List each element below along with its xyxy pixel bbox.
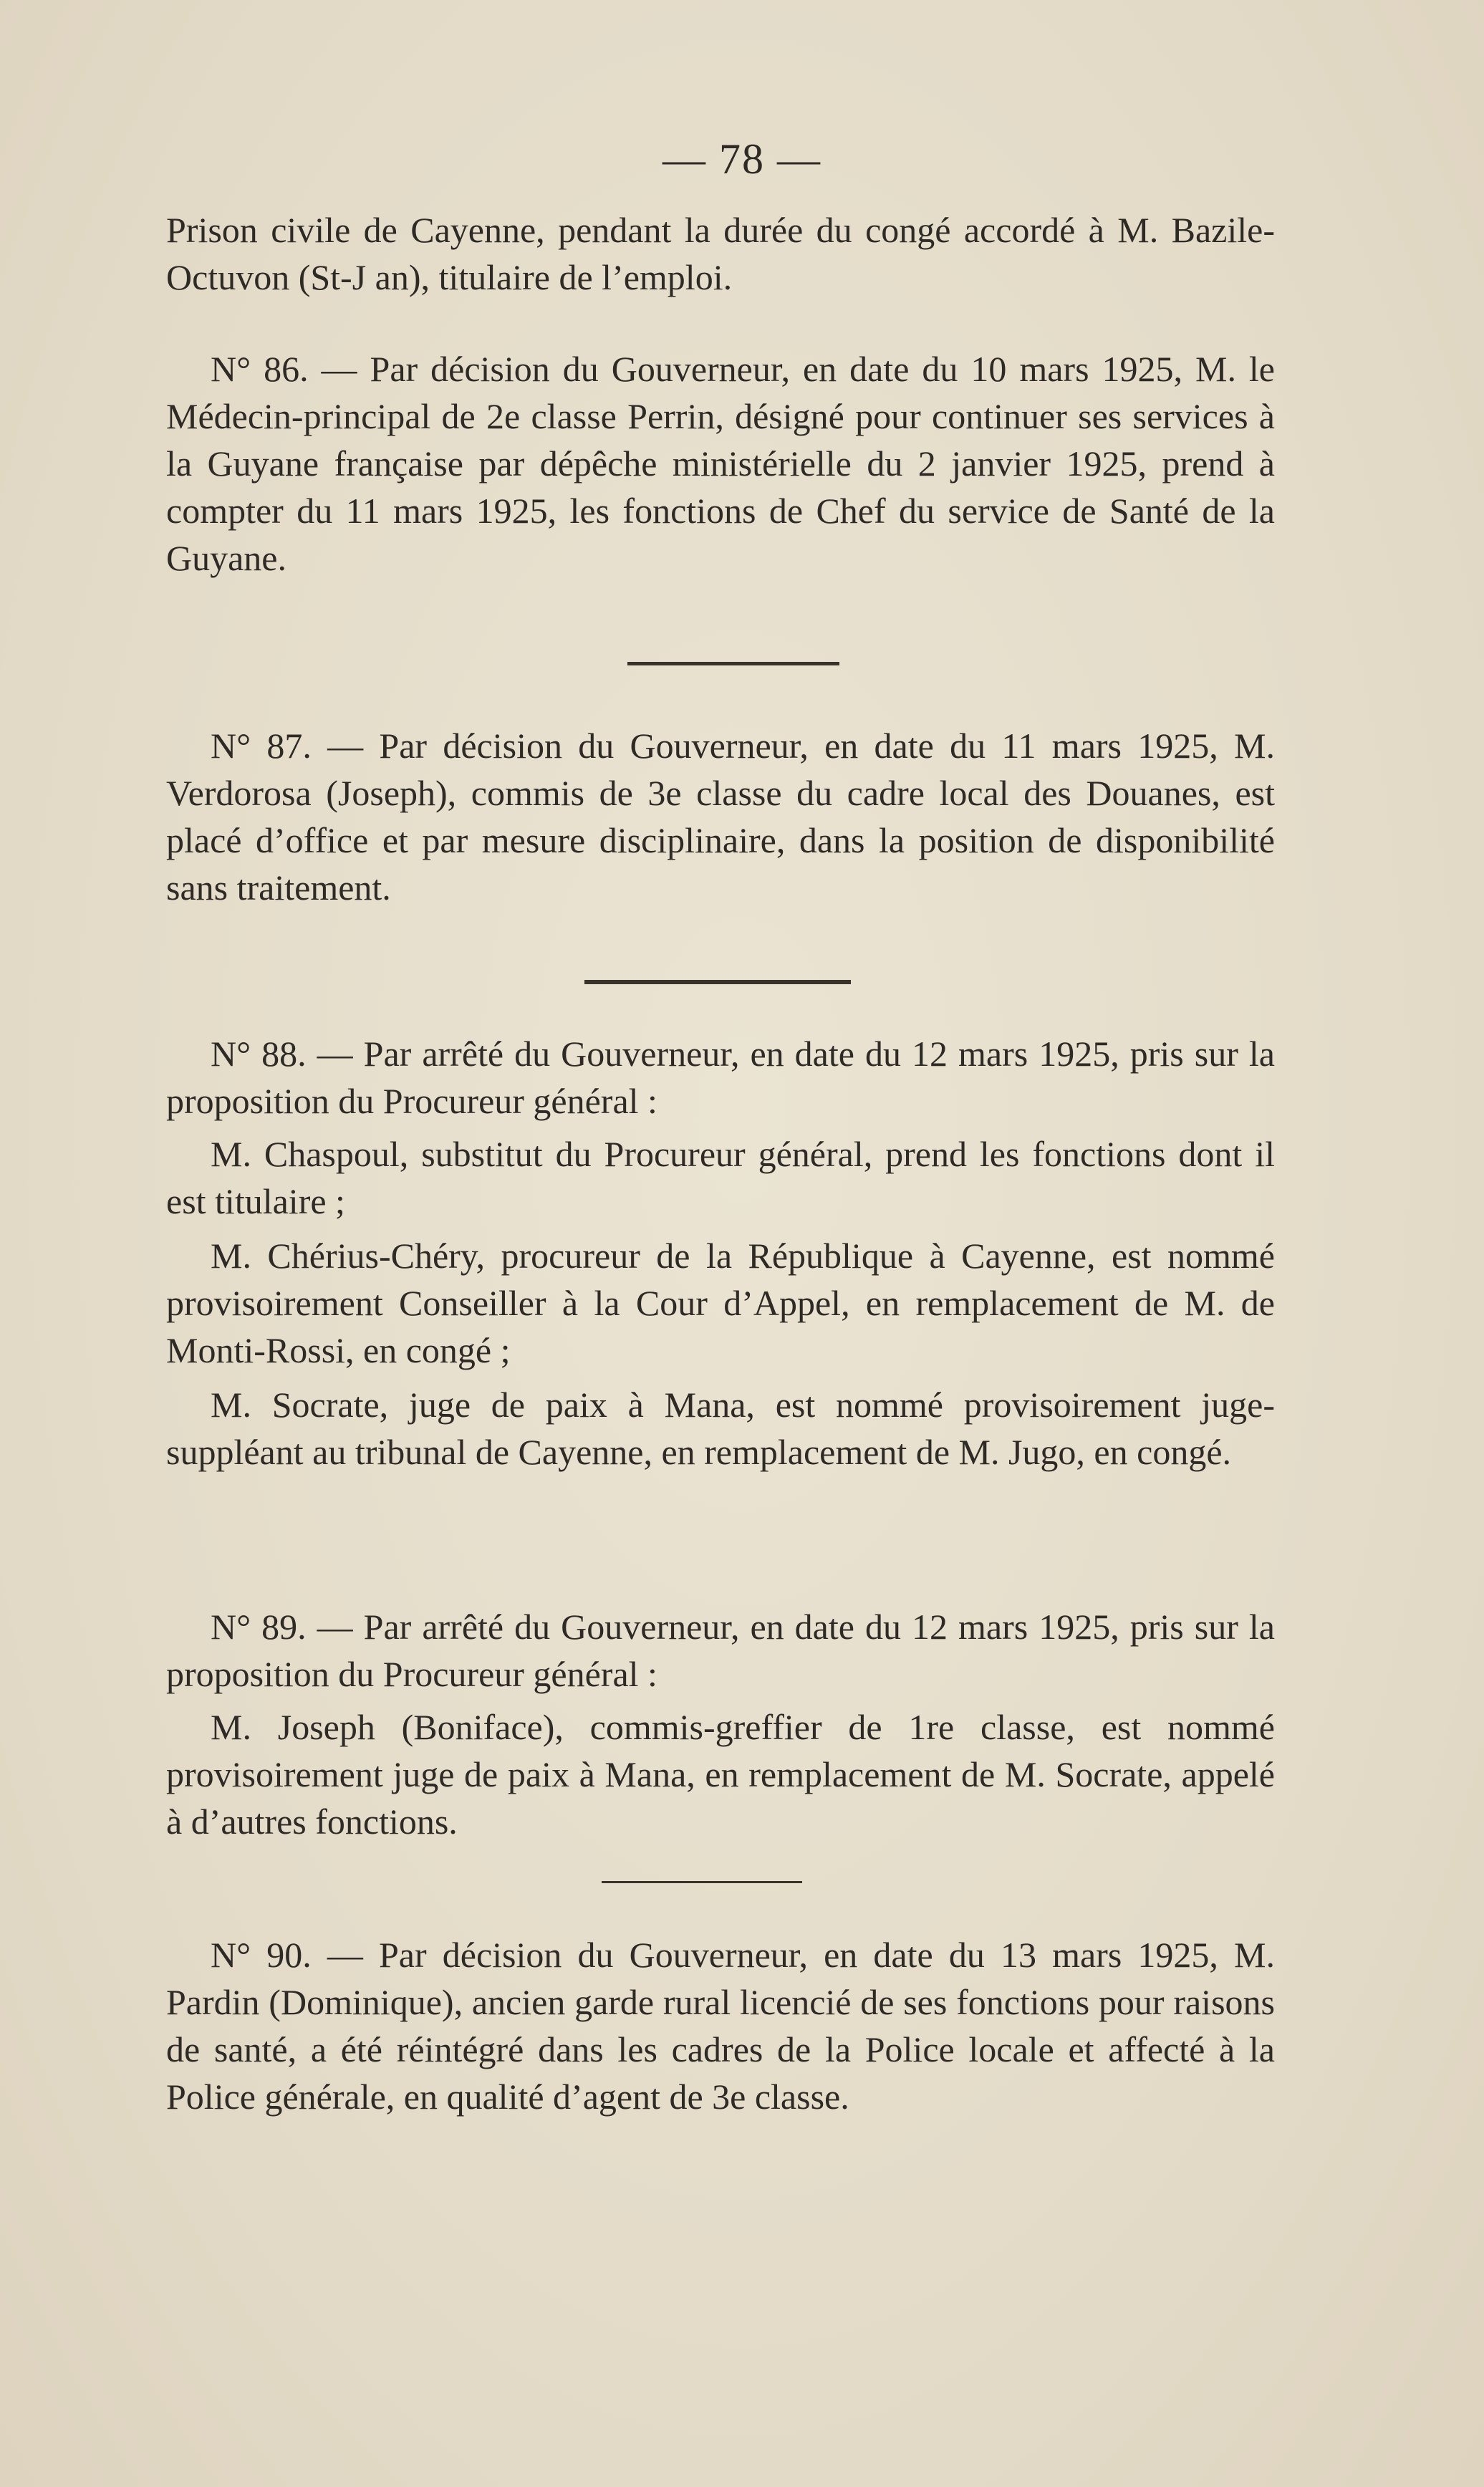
section-divider bbox=[584, 980, 851, 984]
page-number: — 78 — bbox=[662, 135, 822, 183]
decision-89 bbox=[166, 1603, 1275, 1845]
decision-86 bbox=[166, 345, 1275, 582]
section-divider bbox=[627, 662, 839, 665]
section-divider bbox=[602, 1881, 802, 1883]
paragraph-prison-civile: Prison civile de Cayenne, pendant la durée du congé accordé à M. Bazile-Octuvon (St-J an), titulaire de l’emploi. bbox=[166, 210, 1275, 297]
paragraph-continuation bbox=[166, 206, 1275, 301]
paragraph-87: N° 87. — Par décision du Gouverneur, en date du 11 mars 1925, M. Verdorosa (Joseph), commis de 3e classe du cadre local des Douanes, est placé d’office et par mesure disciplinaire, dans la position de disponibilité sans traitement. bbox=[166, 726, 1275, 908]
decision-88 bbox=[166, 1030, 1275, 1476]
decision-87 bbox=[166, 722, 1275, 911]
paragraph-89-a: M. Joseph (Boniface), commis-greffier de 1re classe, est nommé provisoirement juge de paix à Mana, en remplacement de M. Socrate, appelé à d’autres fonctions. bbox=[166, 1707, 1275, 1842]
paragraph-89-head: N° 89. — Par arrêté du Gouverneur, en date du 12 mars 1925, pris sur la proposition du Procureur général : bbox=[166, 1607, 1275, 1694]
paragraph-88-a: M. Chaspoul, substitut du Procureur général, prend les fonctions dont il est titulaire ; bbox=[166, 1134, 1275, 1221]
decision-90 bbox=[166, 1931, 1275, 2120]
paragraph-86: N° 86. — Par décision du Gouverneur, en date du 10 mars 1925, M. le Médecin-principal de 2e classe Perrin, désigné pour continuer ses services à la Guyane française par dépêche ministérielle du 2 janvier 1925, prend à compter du 11 mars 1925, les fonctions de Chef du service de Santé de la Guyane. bbox=[166, 349, 1275, 578]
paragraph-88-head: N° 88. — Par arrêté du Gouverneur, en date du 12 mars 1925, pris sur la proposition du Procureur général : bbox=[166, 1034, 1275, 1121]
paragraph-88-c: M. Socrate, juge de paix à Mana, est nommé provisoirement juge-suppléant au tribunal de Cayenne, en remplacement de M. Jugo, en congé. bbox=[166, 1385, 1275, 1472]
paragraph-88-b: M. Chérius-Chéry, procureur de la République à Cayenne, est nommé provisoirement Conseiller à la Cour d’Appel, en remplacement de M. de Monti-Rossi, en congé ; bbox=[166, 1236, 1275, 1370]
paragraph-90: N° 90. — Par décision du Gouverneur, en date du 13 mars 1925, M. Pardin (Dominique), ancien garde rural licencié de ses fonctions pour raisons de santé, a été réintégré dans les cadres de la Police locale et affecté à la Police générale, en qualité d’agent de 3e classe. bbox=[166, 1935, 1275, 2117]
